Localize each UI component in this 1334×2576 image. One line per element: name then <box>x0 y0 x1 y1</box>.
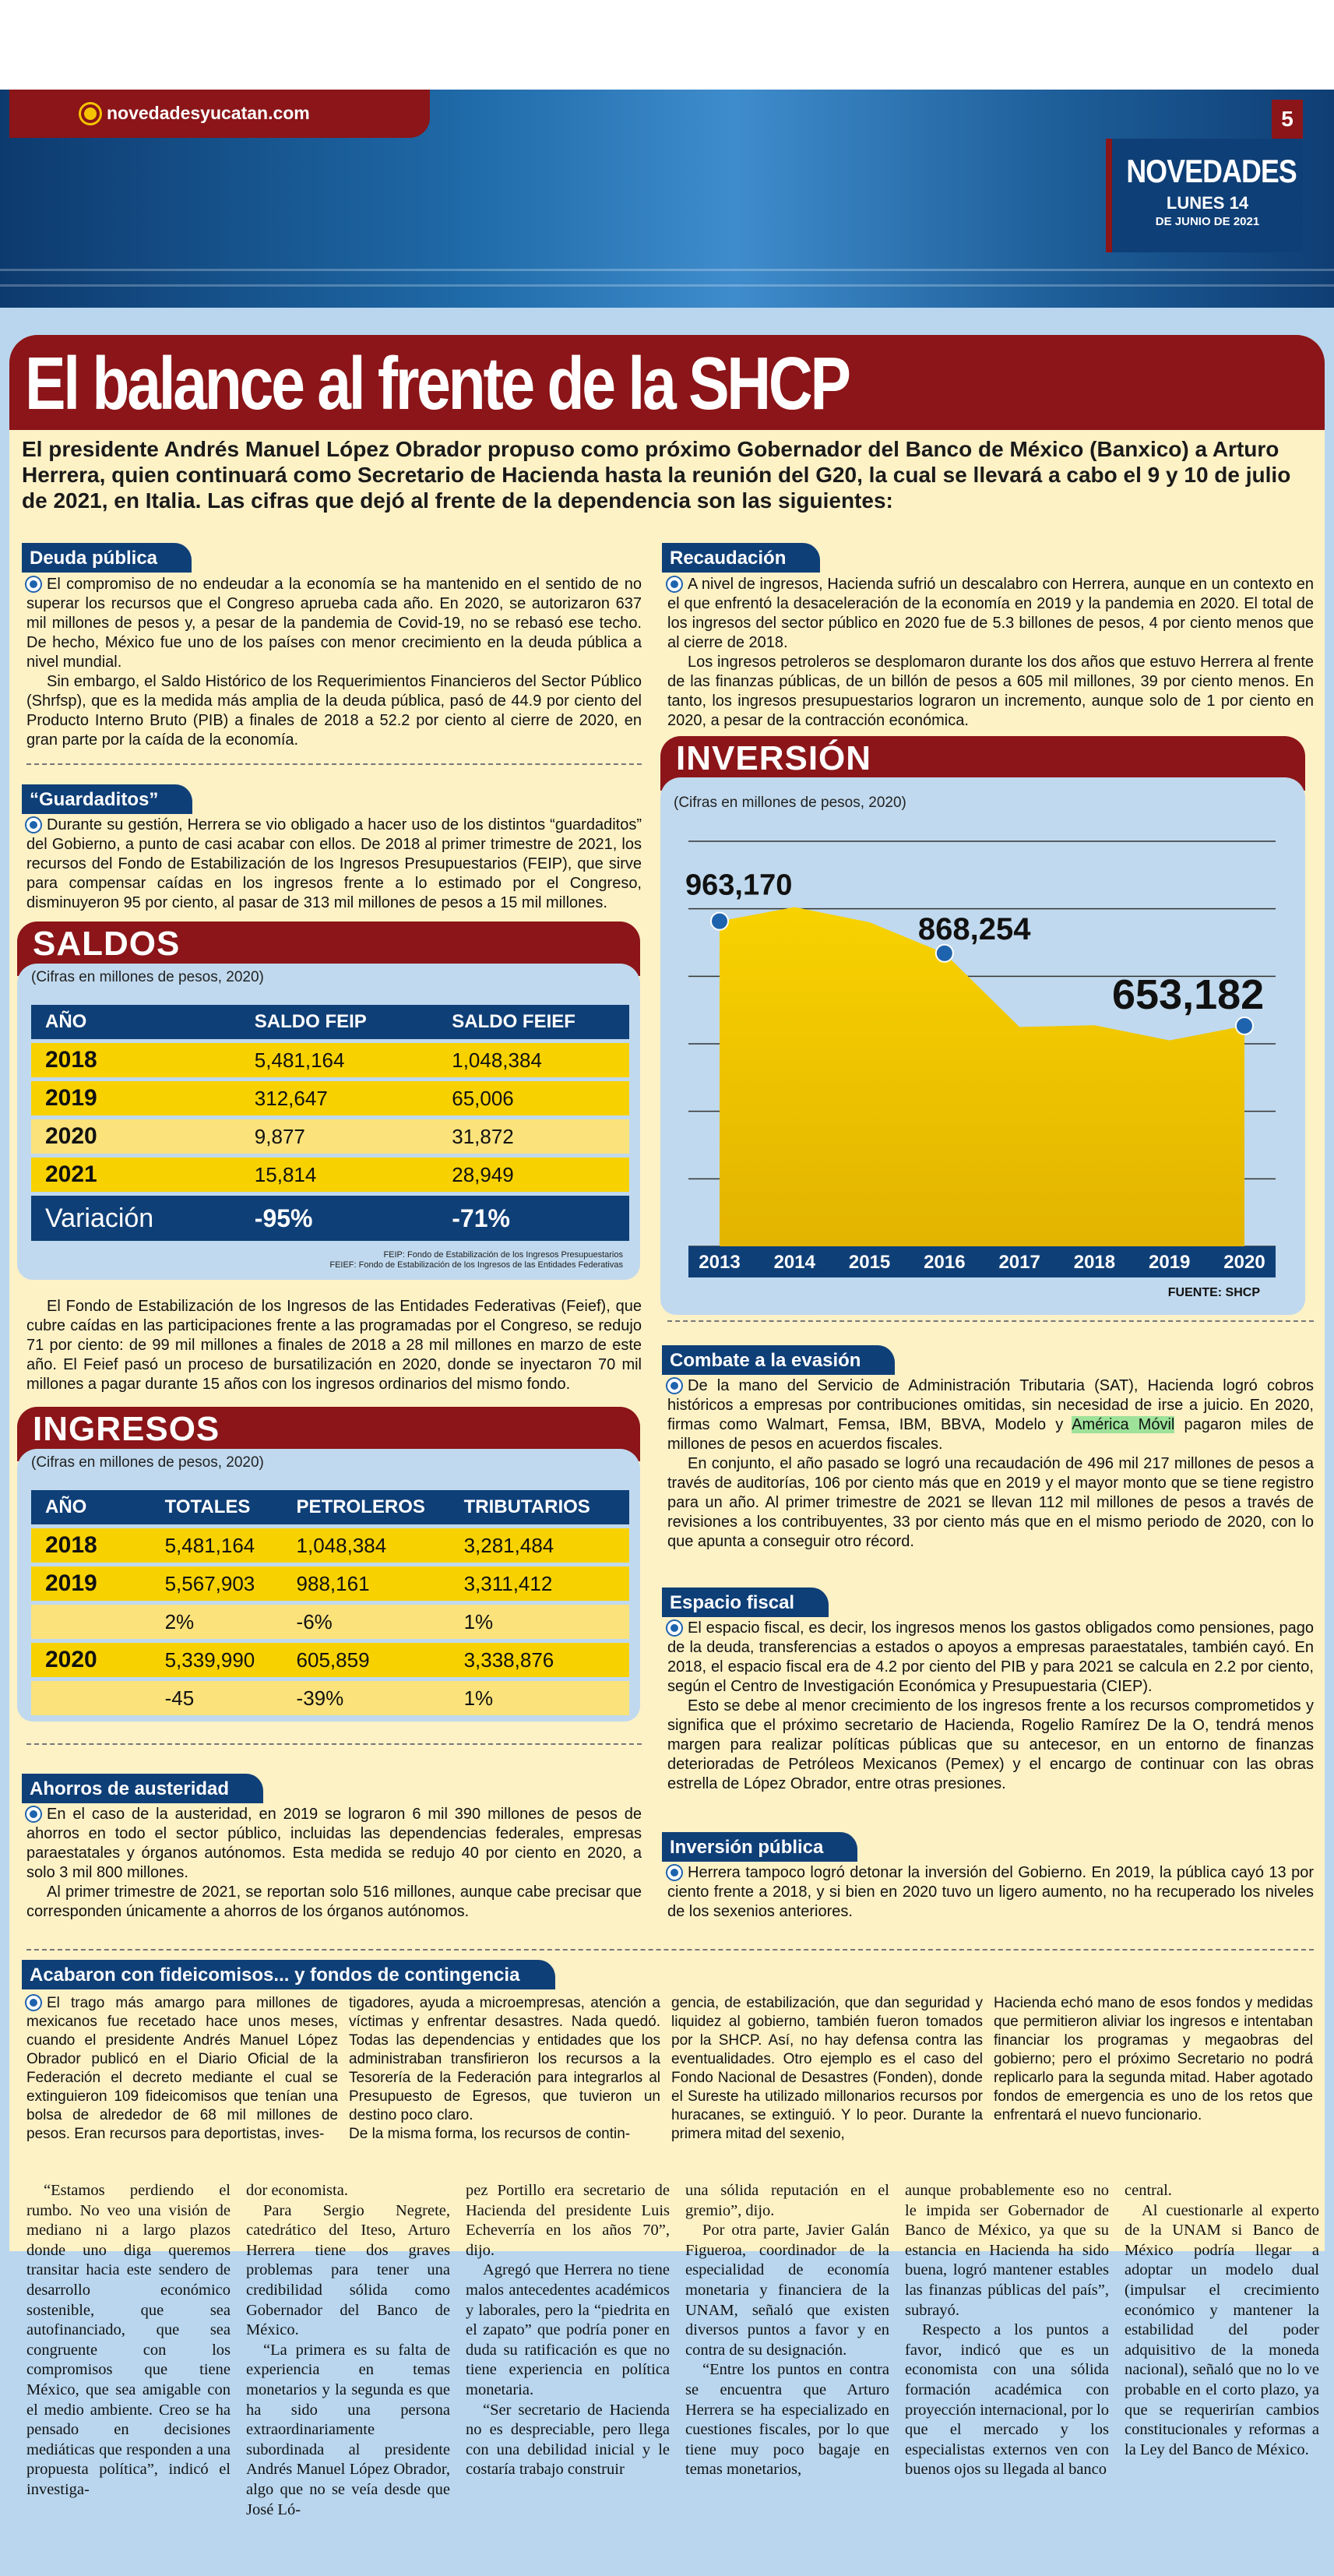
body-paragraph: “Ser secretario de Hacienda no es despreciable, pero llega con una debilidad inicial y le costaría trabajo construir <box>466 2401 670 2479</box>
divider <box>26 763 642 765</box>
masthead-date: DE JUNIO DE 2021 <box>1155 215 1260 228</box>
chart-source: FUENTE: SHCP <box>1167 1286 1260 1299</box>
col-header: SALDO FEIP <box>241 1005 438 1039</box>
variation-row: Variación -95% -71% <box>31 1196 629 1241</box>
x-tick-label: 2018 <box>1073 1252 1116 1273</box>
saldos-notes <box>234 1250 623 1270</box>
body-col-4 <box>685 2181 889 2480</box>
data-label: 868,254 <box>917 911 1031 946</box>
espacio-text: El espacio fiscal, es decir, los ingresos menos los gastos obligados como pensiones, pago de la deuda, transferencias a estados o apoyos a empresas paraestatales, también cayó. En 2018, el espacio fiscal era de 4.2 por ciento del PIB y para 2021 se calcula en 2.2 por ciento, según el Centro de Investigación Económica y Presupuestaria (CIEP). Esto se debe al menor crecimiento de los ingresos frente a los recursos comprometidos y significa que el próximo secretario de Hacienda, Rogelio Ramírez De la O, tendrá menos margen para realizar políticas públicas que su antecesor, en un entorno de finanzas deterioradas de Petróleos Mexicanos (Pemex) y el encargo de continuar con las obras estrella de López Obrador, entre otras presiones. <box>667 1619 1314 1792</box>
saldos-table <box>31 1001 629 1245</box>
x-tick-label: 2016 <box>924 1252 966 1273</box>
fideicomisos-col2: tigadores, ayuda a microempresas, atención a víctimas y enfrentar desastres. Nada quedó. Todas las dependencias y entidades que los administraban transfirieron los recursos a la Tesorería de la Federación para integrarlos al Presupuesto de Egresos, que tuvieron un destino poco claro. De la misma forma, los recursos de contin- <box>349 1995 660 2142</box>
inversion-title: INVERSIÓN <box>676 739 872 777</box>
fideicomisos-col3: gencia, de estabilización, que dan seguridad y liquidez al gobierno, también fueron tomados por la SHCP. Así, no hay defensa contra las eventualidades. Otro ejemplo es el caso del Fondo Nacional de Desastres (Fonden), donde el Sureste ha utilizado millonarios recursos por huracanes, se extinguió. Y lo peor. Durante la primera mitad del sexenio, <box>671 1995 983 2142</box>
bullet-icon <box>667 1621 681 1635</box>
site-url-bar[interactable] <box>9 90 430 138</box>
body-paragraph: dor economista. <box>246 2182 348 2199</box>
combate-text: De la mano del Servicio de Administración Tributaria (SAT), Hacienda logró cobros históricos a empresas por contribuciones omitidas, sin necesidad de irse a juicio. En 2020, firmas como Walmart, Femsa, IBM, BBVA, Modelo y América Móvil pagaron miles de millones de pesos en acuerdos fiscales. En conjunto, el año pasado se logró una recaudación de 496 mil 217 millones de pesos a través de auditorías, 106 por ciento más que en 2019 y el mayor monto que se tiene registro para un año. Al primer trimestre de 2021 se llevan 112 mil millones de pesos a través de revisiones a los contribuyentes, 33 por ciento más que en el mismo periodo de 2020, con lo que apunta a conseguir otro récord. <box>667 1377 1315 1550</box>
globe-icon <box>81 104 100 123</box>
col-header: TOTALES <box>151 1490 283 1524</box>
ahorros-tag: Ahorros de austeridad <box>22 1774 263 1803</box>
table-header-row <box>31 1490 629 1524</box>
x-tick-label: 2014 <box>773 1252 815 1273</box>
data-point-marker <box>1236 1017 1253 1034</box>
body-col-3 <box>466 2181 670 2480</box>
body-paragraph: Para Sergio Negrete, catedrático del Iteso, Arturo Herrera tiene dos graves problemas para tener una credibilidad sólida como Gobernador del Banco de México. <box>246 2201 450 2339</box>
fideicomisos-tag: Acabaron con fideicomisos... y fondos de contingencia <box>22 1960 555 1989</box>
saldos-subtitle: (Cifras en millones de pesos, 2020) <box>31 969 264 985</box>
x-tick-label: 2019 <box>1149 1252 1191 1273</box>
deuda-text: El compromiso de no endeudar a la economía se ha mantenido en el sentido de no superar los recursos que el Congreso aprueba cada año. En 2020, se autorizaron 637 mil millones de pesos y, a pesar de la pandemia de Covid-19, no se rebasó ese techo. De hecho, México fue uno de los países con menor crecimiento en la deuda pública a nivel mundial. Sin embargo, el Saldo Histórico de los Requerimientos Financieros del Sector Público (Shrfsp), que es la medida más amplia de la deuda pública, pasó de 44.9 por ciento del Producto Interno Bruto (PIB) a finales de 2018 a 52.2 por ciento al cierre de 2020, en gran parte por la caída de la economía. <box>26 576 642 749</box>
col-header: AÑO <box>31 1005 241 1039</box>
area-series <box>720 907 1244 1247</box>
table-row: 2018 5,481,164 1,048,384 <box>31 1043 629 1077</box>
col-header: AÑO <box>31 1490 151 1524</box>
guardaditos-tag: “Guardaditos” <box>22 784 192 814</box>
col-header: SALDO FEIEF <box>438 1005 629 1039</box>
data-point-marker <box>936 945 953 962</box>
x-tick-label: 2020 <box>1223 1252 1265 1273</box>
table-row: 2021 15,814 28,949 <box>31 1158 629 1192</box>
table-header-row <box>31 1005 629 1039</box>
divider <box>26 1743 642 1745</box>
ingresos-table <box>31 1486 629 1719</box>
table-row: -45 -39% 1% <box>31 1681 629 1715</box>
body-paragraph: Respecto a los puntos a favor, indicó que es un economista con una sólida formación académica con proyección internacional, por lo que el mercado y los especialistas externos ven con buenos ojos su llegada al banco <box>905 2321 1109 2479</box>
col-header: PETROLEROS <box>283 1490 450 1524</box>
data-label: 653,182 <box>1112 971 1265 1018</box>
x-tick-label: 2017 <box>998 1252 1040 1273</box>
divider <box>26 1949 1314 1951</box>
saldos-title: SALDOS <box>33 925 181 963</box>
table-row: 2020 5,339,990 605,859 3,338,876 <box>31 1643 629 1677</box>
body-col-2 <box>246 2181 450 2520</box>
note-feip: FEIP: Fondo de Estabilización de los Ingresos Presupuestarios <box>383 1250 623 1260</box>
recaudacion-text: A nivel de ingresos, Hacienda sufrió un descalabro con Herrera, aunque en un contexto en el que enfrentó la desaceleración de la economía en 2019 y la pandemia en 2020. El total de los ingresos del sector público en 2020 fue de 5.3 billones de pesos, 4 por ciento menos que al cierre de 2018. Los ingresos petroleros se desplomaron durante los dos años que estuvo Herrera al frente de las finanzas públicas, de un billón de pesos a 605 mil millones, 39 por ciento menos. En tanto, los ingresos presupuestarios lograron un incremento, aunque solo de 1 por ciento en 2020, a pesar de la contracción económica. <box>667 576 1314 729</box>
bullet-icon <box>667 1379 681 1393</box>
headline-bar <box>9 335 1325 430</box>
data-label: 963,170 <box>685 869 793 902</box>
body-paragraph: central. <box>1125 2182 1172 2199</box>
bullet-icon <box>667 577 681 591</box>
fideicomisos-col1: El trago más amargo para millones de mexicanos fue recetado hace unos meses, cuando el presidente Andrés Manuel López Obrador publicó en el Diario Oficial de la Federación el decreto mediante el cual se extinguieron 109 fideicomisos que tenían una bolsa de alrededor de 68 mil millones de pesos. Eran recursos para deportistas, inves- <box>26 1995 338 2142</box>
bullet-icon <box>26 577 40 591</box>
masthead <box>1106 139 1303 252</box>
table-row: 2020 9,877 31,872 <box>31 1119 629 1154</box>
combate-tag: Combate a la evasión <box>662 1345 895 1375</box>
body-paragraph: “La primera es su falta de experiencia en temas monetarios y la segunda es que ha sido una persona extraordinariamente subordinada al presidente Andrés Manuel López Obrador, algo que no se veía desde que José Ló- <box>246 2341 450 2518</box>
body-paragraph: Agregó que Herrera no tiene malos antecedentes académicos y laborales, pero la “piedrita en el zapato” que podría poner en duda su ratificación es que no tiene experiencia en política monetaria. <box>466 2261 670 2398</box>
masthead-day: LUNES 14 <box>1166 193 1249 213</box>
top-margin <box>0 0 1334 90</box>
col-header: TRIBUTARIOS <box>450 1490 629 1524</box>
inversion-chart <box>660 810 1305 1316</box>
feief-text: El Fondo de Estabilización de los Ingresos de las Entidades Federativas (Feief), que cubre caídas en las participaciones frente a las programadas por el Congreso, se redujo 71 por ciento: de 99 mil millones a finales de 2018 a 28 mil millones en marzo de este año. El Feief pasó un proceso de bursatilización en 2020, donde se inyectaron 70 mil millones a pagar durante 15 años con los ingresos ordinarios del mismo fondo. <box>26 1298 642 1393</box>
highlight-america-movil: América Móvil <box>1072 1416 1175 1433</box>
newspaper-name: NOVEDADES <box>1126 153 1297 189</box>
ingresos-title: INGRESOS <box>33 1410 220 1448</box>
body-paragraph: “Estamos perdiendo el rumbo. No veo una visión de mediano ni a largo plazos donde uno diga queremos transitar hacia este sendero de desarrollo económico sostenible, que sea autofinanciado, que sea congruente con los compromisos que tiene México, que sea amigable con el medio ambiente. Creo se ha pensado en decisiones mediáticas que responden a una propuesta política”, indicó el investiga- <box>26 2182 231 2498</box>
intro-text: El presidente Andrés Manuel López Obrador propuso como próximo Gobernador del Banco de México (Banxico) a Arturo Herrera, quien continuará como Secretario de Hacienda hasta la reunión del G20, la cual se llevará a cabo el 9 y 10 de julio de 2021, en Italia. Las cifras que dejó al frente de la dependencia son las siguientes: <box>22 437 1291 513</box>
page-number: 5 <box>1272 100 1303 139</box>
body-paragraph: Por otra parte, Javier Galán Figueroa, coordinador de la especialidad de economía monetaria y financiera de la UNAM, señaló que existen diversos puntos a favor y en contra de su designación. <box>685 2222 889 2359</box>
bullet-icon <box>26 1807 40 1821</box>
site-url[interactable]: novedadesyucatan.com <box>107 103 310 123</box>
body-paragraph: aunque probablemente eso no le impida ser Gobernador de Banco de México, ya que su estancia en Hacienda ha sido buena, logró mantener estables las finanzas públicas del país”, subrayó. <box>905 2182 1109 2319</box>
inversion-subtitle: (Cifras en millones de pesos, 2020) <box>674 795 906 811</box>
recaudacion-tag: Recaudación <box>662 543 820 573</box>
body-col-1 <box>26 2181 231 2500</box>
body-paragraph: una sólida reputación en el gremio”, dijo. <box>685 2182 889 2219</box>
deuda-tag: Deuda pública <box>22 543 192 573</box>
guardaditos-text: Durante su gestión, Herrera se vio obligado a hacer uso de los distintos “guardaditos” del Gobierno, a punto de casi acabar con ellos. De 2018 al primer trimestre de 2021, los recursos del Fondo de Estabilización de los Ingresos Presupuestarios (FEIP), que sirve para compensar caídas en los ingresos frente a lo estimado por el Congreso, disminuyeron 95 por ciento, al pasar de 313 mil millones de pesos a 15 mil millones. <box>26 816 642 911</box>
ingresos-subtitle: (Cifras en millones de pesos, 2020) <box>31 1454 264 1471</box>
body-paragraph: pez Portillo era secretario de Hacienda del presidente Luis Echeverría en los años 70”, dijo. <box>466 2182 670 2259</box>
table-row: 2019 5,567,903 988,161 3,311,412 <box>31 1566 629 1601</box>
fideicomisos-col4: Hacienda echó mano de esos fondos y medidas que permitieron aliviar los ingresos e intentaban financiar los programas y megaobras del gobierno; pero el próximo Secretario no podrá replicarlo para la segunda mitad. Haber agotado fondos de emergencia es uno de los retos que enfrentará el nuevo funcionario. <box>994 1995 1313 2123</box>
body-col-5 <box>905 2181 1109 2480</box>
bullet-icon <box>667 1866 681 1880</box>
bullet-icon <box>26 818 40 832</box>
table-row: 2019 312,647 65,006 <box>31 1081 629 1115</box>
table-row: 2% -6% 1% <box>31 1605 629 1639</box>
espacio-tag: Espacio fiscal <box>662 1588 829 1617</box>
x-tick-label: 2015 <box>848 1252 891 1273</box>
ahorros-text: En el caso de la austeridad, en 2019 se lograron 6 mil 390 millones de pesos de ahorros en todo el sector público, incluidas las dependencias federales, empresas paraestatales y órganos autónomos. Esta medida se redujo 40 por ciento en 2020, a solo 3 mil 800 millones. Al primer trimestre de 2021, se reportan solo 516 millones, aunque cabe precisar que corresponden únicamente a ahorros de los órganos autónomos. <box>26 1806 642 1920</box>
table-row: 2018 5,481,164 1,048,384 3,281,484 <box>31 1528 629 1563</box>
bullet-icon <box>26 1996 40 2010</box>
body-paragraph: “Entre los puntos en contra se encuentra que Arturo Herrera se ha especializado en cuestiones fiscales, por lo que tiene muy poco bagaje en temas monetarios, <box>685 2361 889 2479</box>
body-col-6 <box>1125 2181 1319 2460</box>
x-tick-label: 2013 <box>699 1252 741 1273</box>
divider <box>667 1320 1314 1322</box>
inversion-publica-text: Herrera tampoco logró detonar la inversión del Gobierno. En 2019, la pública cayó 13 por ciento frente a 2018, y si bien en 2020 tuvo un ligero aumento, no ha recuperado los niveles de los sexenios anteriores. <box>667 1864 1314 1920</box>
data-point-marker <box>711 913 728 930</box>
inversion-publica-tag: Inversión pública <box>662 1832 857 1862</box>
body-paragraph: Al cuestionarle al experto de la UNAM si Banco de México podría llegar a adoptar un modelo dual (impulsar el crecimiento económico y mantener la estabilidad del poder adquisitivo de la moneda nacional), señaló que no lo ve probable en el corto plazo, ya que se requerirían cambios constitucionales y reformas a la Ley del Banco de México. <box>1125 2201 1319 2458</box>
note-feief: FEIEF: Fondo de Estabilización de los Ingresos de las Entidades Federativas <box>329 1260 623 1270</box>
headline: El balance al frente de la SHCP <box>25 342 849 425</box>
